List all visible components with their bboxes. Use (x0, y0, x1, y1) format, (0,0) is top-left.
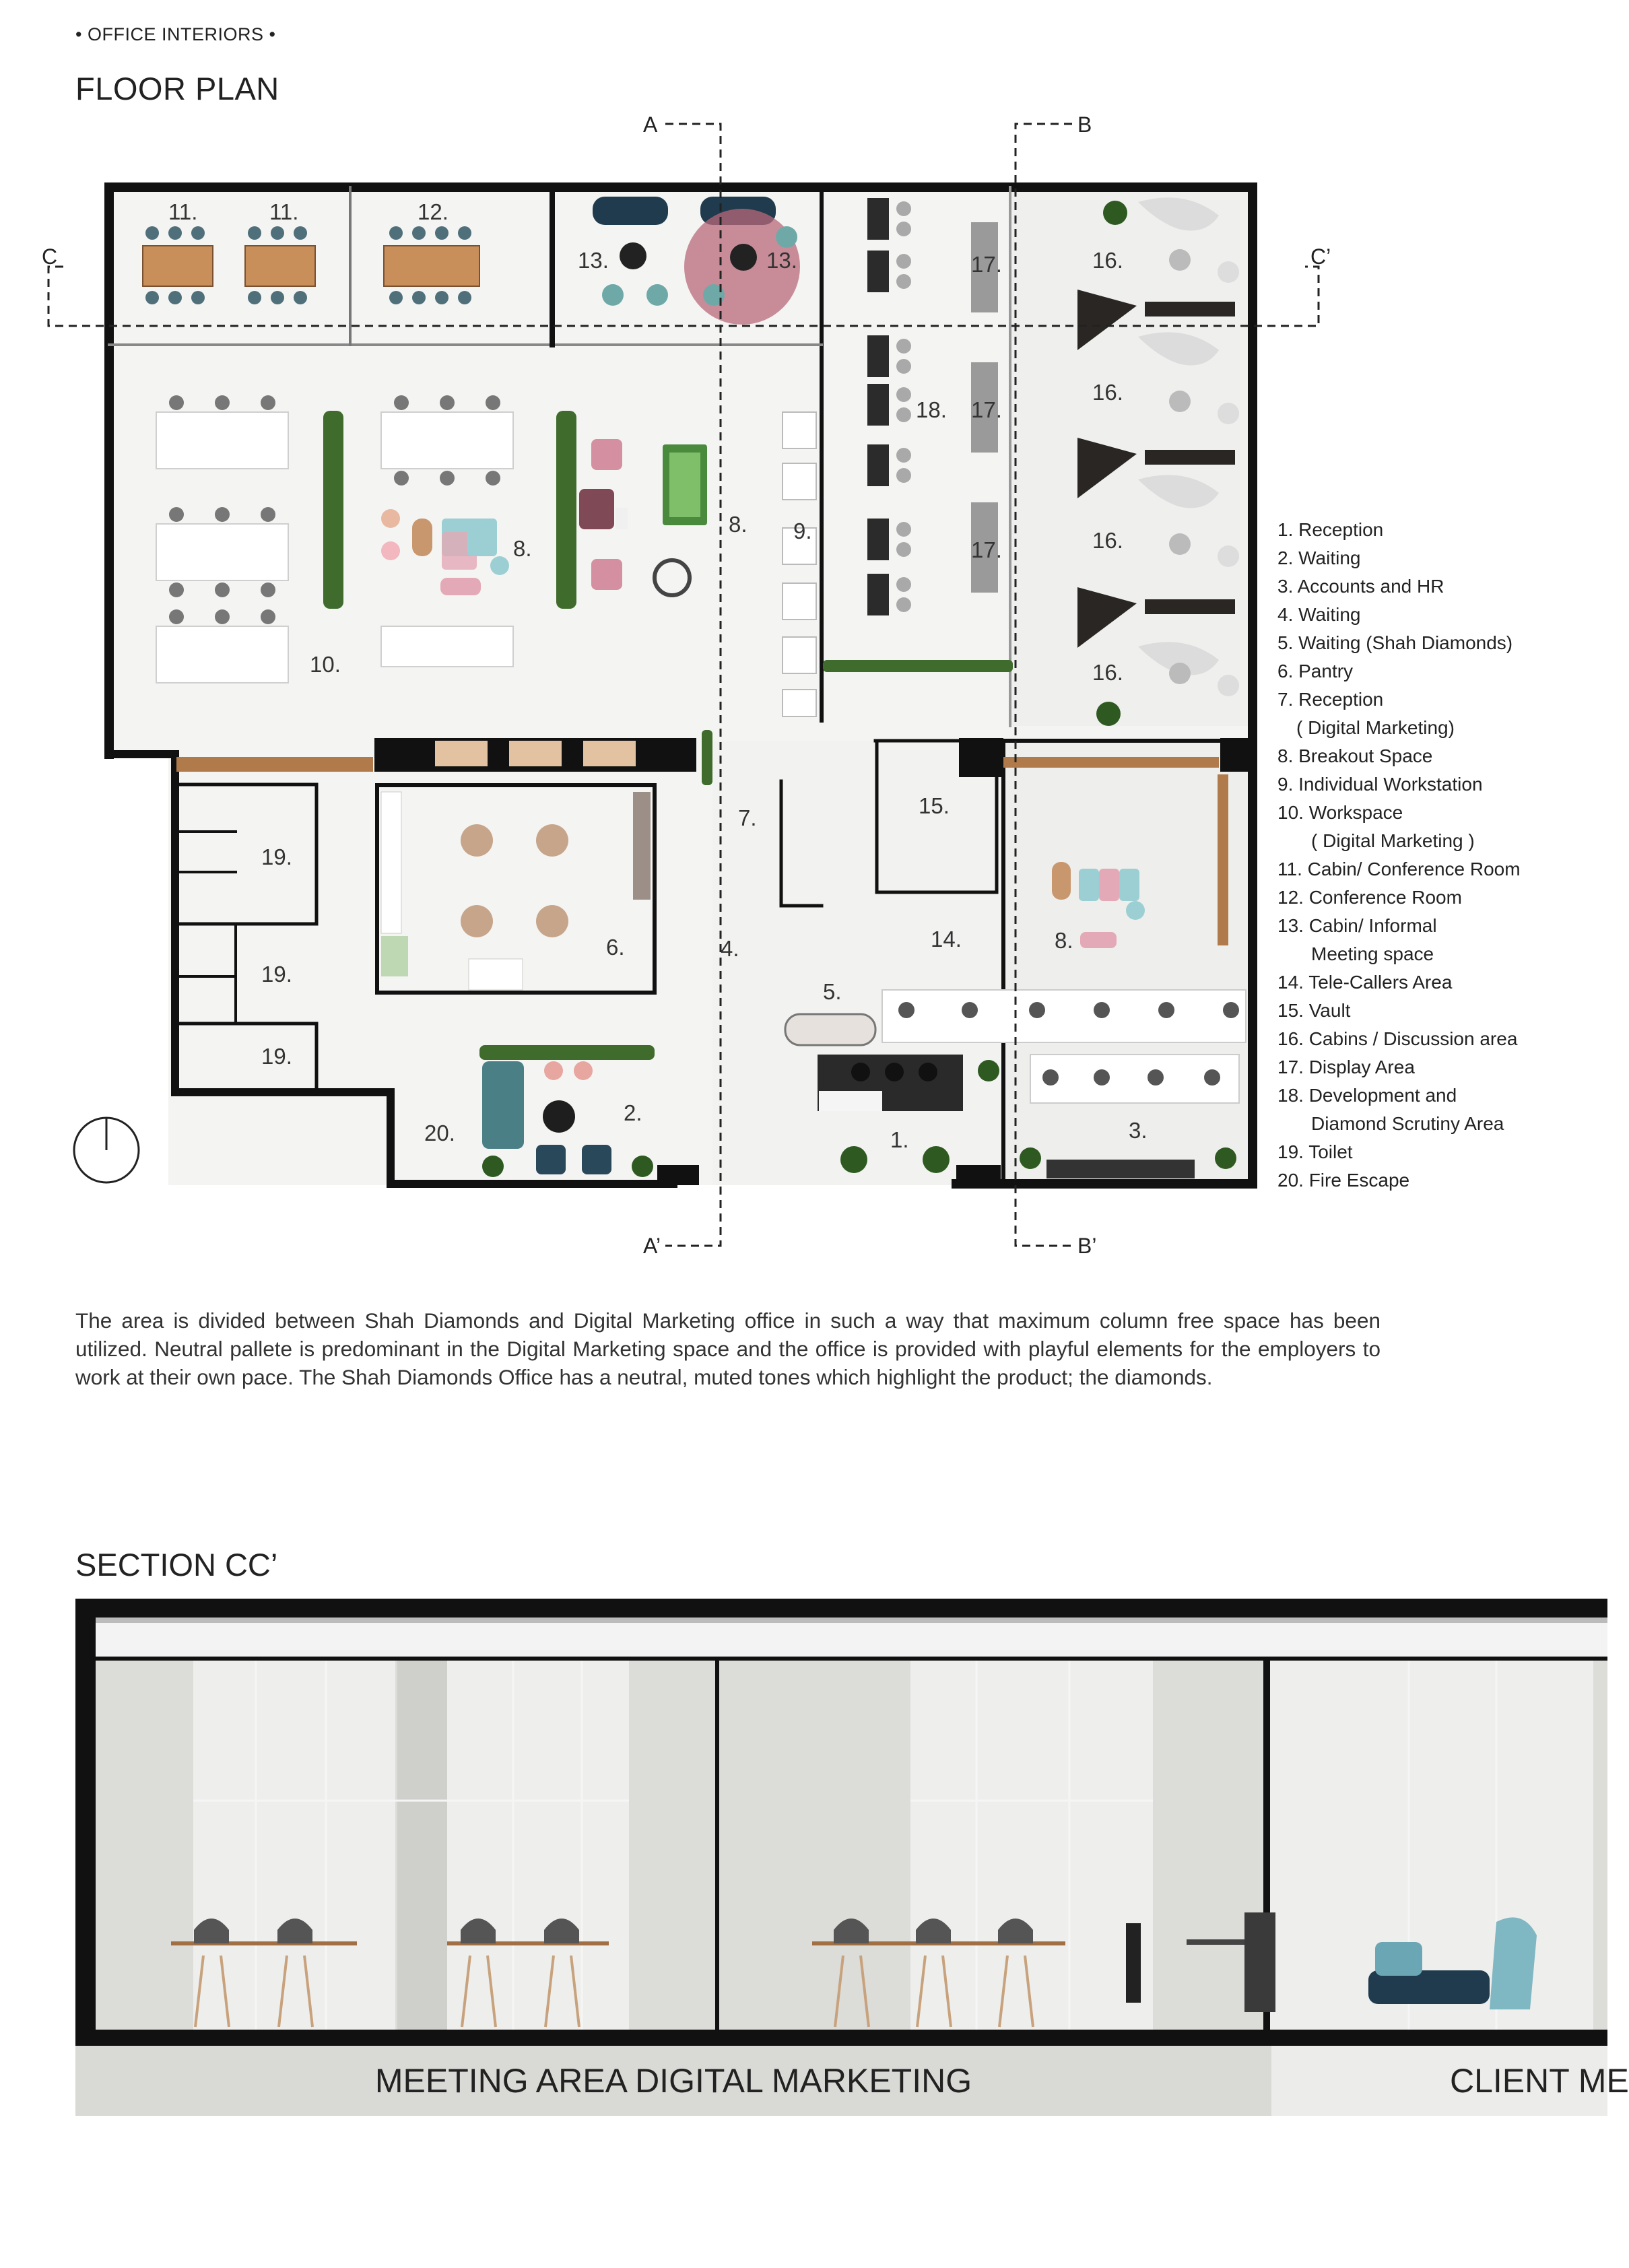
north-arrow-icon (74, 1118, 139, 1182)
section-mark-a-bottom: A’ (643, 1234, 661, 1258)
section-mark-c-left: C (42, 244, 58, 269)
room-label-19a: 19. (261, 844, 292, 869)
room-label-13a: 13. (578, 248, 609, 273)
room-label-8a: 8. (513, 536, 532, 561)
counter-tops (435, 741, 636, 766)
legend-item: 8. Breakout Space (1277, 745, 1433, 766)
section-caption-client-meeting: CLIENT ME (1271, 2046, 1607, 2116)
legend-item: 19. Toilet (1277, 1141, 1353, 1162)
legend-item: 6. Pantry (1277, 661, 1354, 681)
room-label-11a: 11. (168, 199, 198, 224)
legend-item: 5. Waiting (Shah Diamonds) (1277, 632, 1513, 653)
legend-item: 15. Vault (1277, 1000, 1351, 1021)
room-label-17a: 17. (971, 252, 1002, 277)
room-label-12: 12. (418, 199, 448, 224)
legend-item: 3. Accounts and HR (1277, 576, 1444, 597)
section-mark-a-top: A (643, 112, 658, 137)
room-label-4: 4. (721, 936, 739, 961)
legend-item: 4. Waiting (1277, 604, 1361, 625)
section-cc-drawing (75, 1599, 1607, 2046)
legend-item: 11. Cabin/ Conference Room (1277, 859, 1521, 879)
conference-tables (143, 246, 479, 286)
room-label-8b: 8. (729, 512, 747, 537)
legend-item: 14. Tele-Callers Area (1277, 972, 1453, 993)
room-label-16d: 16. (1092, 660, 1123, 685)
section-caption-meeting-area: MEETING AREA DIGITAL MARKETING (75, 2046, 1271, 2116)
legend-item: 2. Waiting (1277, 547, 1361, 568)
room-label-8c: 8. (1055, 928, 1073, 953)
room-label-20: 20. (424, 1121, 455, 1145)
room-label-17c: 17. (971, 537, 1002, 562)
room-label-13b: 13. (766, 248, 797, 273)
room-label-16c: 16. (1092, 528, 1123, 553)
room-label-1: 1. (890, 1127, 909, 1152)
room-label-11b: 11. (269, 199, 299, 224)
room-label-14: 14. (931, 927, 962, 952)
development-desks (867, 198, 889, 615)
room-label-18: 18. (916, 397, 947, 422)
section-mark-c-right: C’ (1310, 244, 1331, 269)
room-label-2: 2. (624, 1100, 642, 1125)
legend-item: 13. Cabin/ Informal (1277, 915, 1437, 936)
legend-item: 1. Reception (1277, 519, 1384, 540)
section-mark-b-bottom: B’ (1077, 1234, 1097, 1258)
legend-item: 17. Display Area (1277, 1057, 1415, 1077)
legend-item: 12. Conference Room (1277, 887, 1462, 908)
legend-item: Meeting space (1311, 943, 1434, 964)
room-label-10: 10. (310, 652, 341, 677)
room-label-16b: 16. (1092, 380, 1123, 405)
room-label-7: 7. (738, 805, 757, 830)
section-title: SECTION CC’ (75, 1547, 278, 1582)
room-label-9: 9. (793, 519, 812, 543)
legend-item: 18. Development and (1277, 1085, 1457, 1106)
legend (1277, 516, 1521, 1195)
section-mark-b-top: B (1077, 112, 1092, 137)
room-label-3: 3. (1129, 1118, 1148, 1143)
kicker-text: • OFFICE INTERIORS • (75, 24, 276, 44)
legend-item: 9. Individual Workstation (1277, 774, 1483, 795)
room-label-17b: 17. (971, 397, 1002, 422)
legend-item: 20. Fire Escape (1277, 1170, 1410, 1191)
legend-item: Diamond Scrutiny Area (1311, 1113, 1504, 1134)
legend-item: ( Digital Marketing ) (1311, 830, 1475, 851)
legend-item: 16. Cabins / Discussion area (1277, 1028, 1518, 1049)
room-label-19c: 19. (261, 1044, 292, 1069)
room-label-5: 5. (823, 979, 842, 1004)
room-label-19b: 19. (261, 962, 292, 987)
floor-plan-title: FLOOR PLAN (75, 71, 279, 106)
room-label-16a: 16. (1092, 248, 1123, 273)
legend-item: 7. Reception (1277, 689, 1384, 710)
legend-item: ( Digital Marketing) (1296, 717, 1455, 738)
legend-item: 10. Workspace (1277, 802, 1403, 823)
description-paragraph: The area is divided between Shah Diamonds and Digital Marketing office in such a way that maximum column free space has been utilized. Neutral pallete is predominant in the Digital Marketing space and the office is provided with playful elements for the employers to work at their own pace. The Shah Diamonds Office has a neutral, muted tones which highlight the product; the diamonds. (75, 1308, 1381, 1389)
wood-bench (176, 757, 373, 772)
room-label-6: 6. (606, 935, 625, 960)
room-label-15: 15. (919, 793, 950, 818)
